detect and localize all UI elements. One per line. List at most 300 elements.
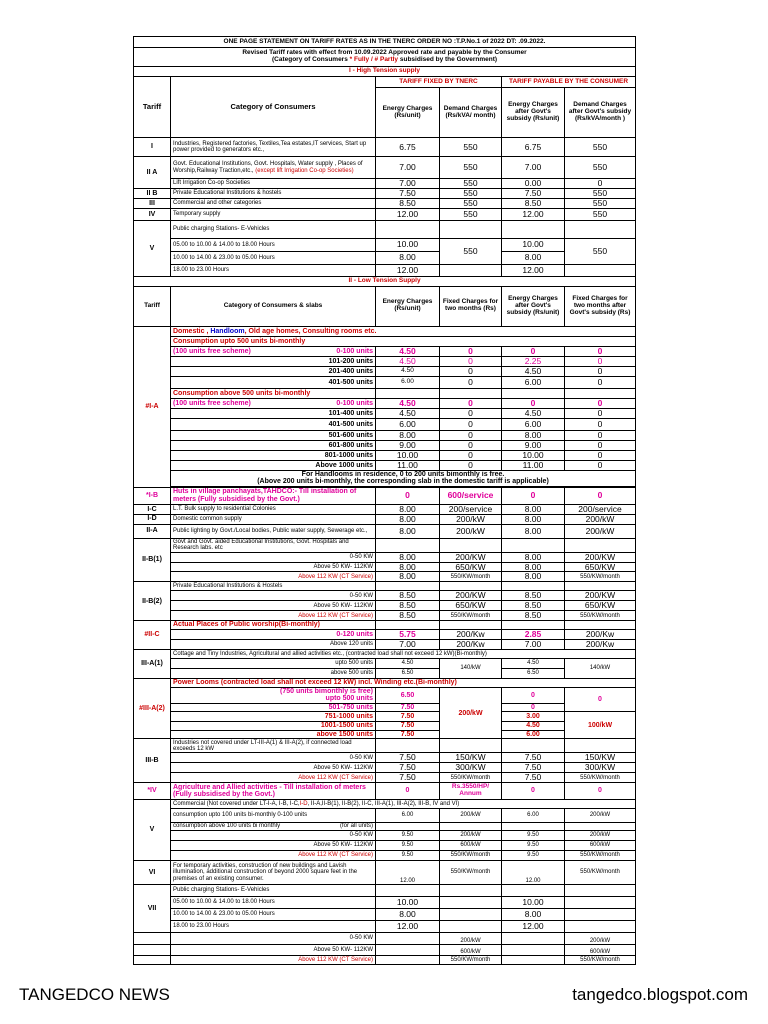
lt-row-vii-t3 (134, 921, 636, 933)
lt-energy-sub: 9.50 (502, 851, 565, 861)
ht-energy-sub: 7.00 (502, 157, 565, 179)
ht-demand: 550 (440, 208, 502, 220)
lt-energy: 8.50 (376, 591, 440, 601)
lt-slab: 501-600 units (171, 430, 376, 440)
lt-fixed-sub: 200/kW (565, 809, 636, 823)
lt-energy: 8.00 (376, 909, 440, 921)
lt-slab (171, 346, 376, 356)
lt-fixed-sub: 200/kW (565, 514, 636, 524)
lt-energy: 12.00 (376, 861, 440, 885)
lt-dom-note (134, 470, 636, 486)
lt-fixed: 0 (440, 366, 502, 376)
ht-demand: 550 (440, 138, 502, 157)
lt-slab: 1001-1500 units (171, 722, 376, 731)
lt-energy-sub: 0 (502, 346, 565, 356)
lt-fixed-sub: 550/KW/month (565, 851, 636, 861)
lt-fixed: 300/KW (440, 763, 502, 773)
lt-row-iic-slab (134, 630, 636, 640)
lt-fixed: 200/Kw (440, 640, 502, 650)
lt-fixed: 200/kW (440, 524, 502, 538)
lt-row-iiia2-slab (134, 687, 636, 703)
lt-fixed-sub: 600/kW (565, 945, 636, 956)
lt-fixed: 200/kW (440, 809, 502, 823)
lt-energy: 6.50 (376, 687, 440, 703)
lt-row-vii-t1 (134, 897, 636, 909)
lt-dom-title-a: Domestic , (173, 327, 211, 335)
ht-demand: 550 (440, 238, 502, 264)
lt-row-vii-slab (134, 933, 636, 945)
ht-code: II B (134, 188, 171, 198)
lt-v-r1-b: 0-100 units (277, 812, 308, 819)
lt-fixed: 200/kW (440, 687, 502, 738)
ht-category: Commercial and other categories (171, 198, 376, 208)
lt-dom-note-text (171, 470, 636, 486)
lt-category: For temporary activities, construction of new buildings and Lavish illumination, additional construction of beyond 2000 square feet in the premises of an existing consumer. (171, 861, 376, 885)
lt-fixed: 0 (440, 418, 502, 430)
lt-energy-sub: 10.00 (502, 897, 565, 909)
lt-energy: 6.50 (376, 668, 440, 678)
ht-row-v-head (134, 220, 636, 238)
lt-row-iiib-slab (134, 753, 636, 763)
lt-row-iib1-slab (134, 552, 636, 562)
lt-energy-sub: 2.85 (502, 630, 565, 640)
lt-slab: Above 50 KW- 112KW (171, 841, 376, 851)
lt-energy-sub: 11.00 (502, 460, 565, 470)
lt-row-iiia2 (134, 678, 636, 687)
lt-col-energy-sub: Energy Charges after Govt's subsidy (Rs/unit) (502, 286, 565, 326)
lt-row-vi (134, 861, 636, 885)
lt-slab: 0-50 KW (171, 591, 376, 601)
lt-energy: 0 (376, 487, 440, 504)
lt-slab: 0-50 KW (171, 831, 376, 841)
ht-code: IV (134, 208, 171, 220)
ht-category: Public charging Stations- E-Vehicles (171, 220, 376, 238)
lt-dom-above (134, 388, 636, 398)
title-line-1: ONE PAGE STATEMENT ON TARIFF RATES AS IN THE TNERC ORDER NO :T.P.No.1 of 2022 DT: .09.2022. (134, 37, 636, 48)
lt-energy: 8.00 (376, 552, 440, 562)
ht-demand-sub: 550 (565, 138, 636, 157)
lt-energy-sub: 6.00 (502, 418, 565, 430)
lt-code: VII (134, 885, 171, 933)
ht-demand: 550 (440, 198, 502, 208)
lt-energy: 11.00 (376, 460, 440, 470)
lt-dom-s2-row (134, 450, 636, 460)
lt-category: Cottage and Tiny Industries, Agricultural and allied activities etc., (contracted load shall not exceed 12 kW)(Bi-monthly) (171, 649, 636, 658)
ht-row-v-t2 (134, 251, 636, 264)
lt-row-v (134, 800, 636, 809)
lt-energy: 7.50 (376, 731, 440, 739)
lt-dom-s1-row (134, 346, 636, 356)
lt-slab-label: 0-100 units (336, 347, 373, 355)
lt-energy-sub: 4.50 (502, 408, 565, 418)
lt-fixed-sub: 200/Kw (565, 640, 636, 650)
ht-energy: 8.00 (376, 251, 440, 264)
lt-energy-sub: 6.00 (502, 376, 565, 388)
lt-fixed-sub: 0 (565, 440, 636, 450)
lt-energy: 7.50 (376, 712, 440, 722)
lt-code: II-B(1) (134, 538, 171, 582)
lt-energy: 9.50 (376, 851, 440, 861)
lt-slab: 201-400 units (171, 366, 376, 376)
lt-energy: 7.50 (376, 773, 440, 783)
lt-slab-label: 0-100 units (336, 399, 373, 407)
subtitle-row (134, 48, 636, 67)
lt-energy: 8.00 (376, 430, 440, 440)
lt-fixed: 600/service (440, 487, 502, 504)
ht-code: V (134, 220, 171, 276)
lt-fixed: 550/KW/month (440, 851, 502, 861)
lt-slab: 0-50 KW (171, 933, 376, 945)
ht-category-text: Govt. Educational Institutions, Govt. Hospitals, Water supply , Places of Worship,Railway Traction,etc., (173, 161, 363, 174)
lt-fixed: 600/kW (440, 841, 502, 851)
lt-fixed: 0 (440, 376, 502, 388)
lt-fixed-sub: 100/kW (565, 712, 636, 739)
lt-energy: 4.50 (376, 346, 440, 356)
lt-energy-sub: 8.00 (502, 504, 565, 514)
lt-row-iib1-slab (134, 572, 636, 582)
ht-energy: 10.00 (376, 238, 440, 251)
lt-slab: 401-500 units (171, 418, 376, 430)
ht-col-energy-sub: Energy Charges after Govt's subsidy (Rs/unit) (502, 88, 565, 138)
ht-energy: 12.00 (376, 264, 440, 276)
lt-code: *IV (134, 783, 171, 800)
lt-category: Actual Places of Public worship(Bi-monthly) (171, 621, 376, 630)
lt-fixed: 0 (440, 440, 502, 450)
lt-energy: 8.00 (376, 514, 440, 524)
ht-category: Temporary supply (171, 208, 376, 220)
ht-energy: 8.50 (376, 198, 440, 208)
lt-fixed-sub: 650/KW (565, 562, 636, 572)
lt-category: L.T. Bulk supply to residential Colonies (171, 504, 376, 514)
lt-fixed: 200/service (440, 504, 502, 514)
lt-fixed: 550/KW/month (440, 956, 502, 965)
ht-section-row (134, 67, 636, 77)
lt-row-v-slab (134, 851, 636, 861)
lt-fixed-sub: 0 (565, 408, 636, 418)
lt-fixed: 0 (440, 398, 502, 408)
lt-fixed-sub: 200/kW (565, 524, 636, 538)
subtitle (134, 48, 636, 67)
lt-slab: above 500 units (171, 668, 376, 678)
lt-row-iic (134, 621, 636, 630)
ht-row-v-t3 (134, 264, 636, 276)
lt-row-iv (134, 783, 636, 800)
lt-row-iiib-slab (134, 773, 636, 783)
tariff-table (133, 36, 636, 965)
lt-energy-sub: 8.00 (502, 430, 565, 440)
ht-row-v-t1 (134, 238, 636, 251)
lt-row-iiia2-slab (134, 712, 636, 722)
lt-energy-sub: 8.00 (502, 562, 565, 572)
lt-col-tariff: Tariff (134, 286, 171, 326)
lt-fixed: 200/kW (440, 831, 502, 841)
lt-fixed: Rs.3550/HP/ Annum (440, 783, 502, 800)
lt-energy: 6.00 (376, 809, 440, 823)
lt-dom-s1-row (134, 376, 636, 388)
lt-v-r2-b: (for all units) (339, 823, 373, 830)
lt-v-cat-a: Commercial (Not covered under LT-I-A, I-B, I-C, (173, 800, 300, 807)
ht-tariff-groups (134, 77, 636, 88)
lt-energy-sub: 9.50 (502, 841, 565, 851)
lt-energy-sub: 4.50 (502, 658, 565, 668)
lt-slab-label: upto 500 units (325, 695, 373, 703)
lt-fixed: 650/KW (440, 562, 502, 572)
ht-row-iii (134, 198, 636, 208)
lt-time-slot: 05.00 to 10.00 & 14.00 to 18.00 Hours (171, 897, 376, 909)
lt-energy: 7.50 (376, 763, 440, 773)
lt-fixed-sub: 550/KW/month (565, 611, 636, 621)
lt-energy: 0 (376, 783, 440, 800)
lt-fixed: 200/KW (440, 591, 502, 601)
lt-section-row (134, 276, 636, 286)
lt-fixed-sub: 0 (565, 346, 636, 356)
lt-slab: 751-1000 units (171, 712, 376, 722)
ht-col-demand: Demand Charges (Rs/kVA/ month) (440, 88, 502, 138)
lt-dom-note-1: For Handlooms in residence, 0 to 200 units bimonthly is free. (301, 470, 505, 478)
lt-code: VI (134, 861, 171, 885)
lt-code: I-D (134, 514, 171, 524)
lt-energy-sub: 9.50 (502, 831, 565, 841)
lt-energy-sub: 0 (502, 783, 565, 800)
lt-row-iiib-slab (134, 763, 636, 773)
lt-energy-sub: 8.00 (502, 572, 565, 582)
subtitle-line-3c: subsidised by the Government) (398, 56, 498, 63)
ht-energy: 6.75 (376, 138, 440, 157)
subtitle-line-2: Revised Tariff rates with effect from 10.09.2022 Approved rate and payable by the Consumer (242, 49, 527, 57)
lt-fixed: 550/KW/month (440, 572, 502, 582)
lt-fixed-sub-free: 0 (565, 687, 636, 711)
lt-category: Public charging Stations- E-Vehicles (171, 885, 376, 897)
lt-fixed: 550/KW/month (440, 773, 502, 783)
lt-row-iib2 (134, 582, 636, 591)
lt-fixed-sub: 0 (565, 450, 636, 460)
ht-time-slot: 05.00 to 10.00 & 14.00 to 18.00 Hours (171, 238, 376, 251)
lt-energy-sub: 8.50 (502, 591, 565, 601)
lt-fixed-sub: 0 (565, 460, 636, 470)
lt-fixed: 200/kW (440, 933, 502, 945)
lt-row-iiib (134, 739, 636, 753)
lt-row-iiia2-slab (134, 722, 636, 731)
subtitle-line-3a: (Category of Consumers (271, 56, 350, 63)
lt-fixed-sub: 0 (565, 430, 636, 440)
lt-dom-title-text (171, 326, 636, 336)
lt-energy-sub: 6.00 (502, 731, 565, 739)
lt-slab: Above 112 KW (CT Service) (171, 773, 376, 783)
lt-energy-sub: 0 (502, 487, 565, 504)
lt-v-r1-a: consumption upto 100 units bi-monthly (173, 812, 276, 819)
ht-energy: 7.00 (376, 179, 440, 189)
ht-demand: 550 (440, 179, 502, 189)
lt-energy: 7.00 (376, 640, 440, 650)
lt-energy-sub: 7.50 (502, 753, 565, 763)
lt-slab: 0-120 units (171, 630, 376, 640)
lt-slab (171, 823, 376, 831)
lt-row-iiia1-slab (134, 668, 636, 678)
lt-energy: 7.50 (376, 703, 440, 711)
lt-energy: 4.50 (376, 408, 440, 418)
lt-energy: 12.00 (376, 921, 440, 933)
ht-category-note: (except lift Irrigation Co-op Societies) (255, 167, 354, 174)
lt-energy-sub: 8.00 (502, 524, 565, 538)
lt-fixed-sub: 550/KW/month (565, 572, 636, 582)
lt-row-iiia1-slab (134, 658, 636, 668)
lt-v-r2-a: consumption above 100 units bi monthly (173, 823, 281, 830)
lt-row-iiia1 (134, 649, 636, 658)
lt-energy: 9.00 (376, 440, 440, 450)
lt-fixed-sub: 300/KW (565, 763, 636, 773)
lt-category: Agriculture and Allied activities - Till installation of meters (Fully subsidised by the Govt.) (171, 783, 376, 800)
lt-energy: 6.00 (376, 376, 440, 388)
lt-fixed-sub: 150/KW (565, 753, 636, 763)
ht-energy-sub: 0.00 (502, 179, 565, 189)
lt-fixed-sub: 0 (565, 418, 636, 430)
lt-slab: Above 112 KW (CT Service) (171, 572, 376, 582)
lt-row-vii-t2 (134, 909, 636, 921)
ht-col-energy: Energy Charges (Rs/unit) (376, 88, 440, 138)
lt-v-cat-c: , II-A,II-B(1), II-B(2), II-C, III-A(1), III-A(2), III-B, IV and VI) (307, 800, 460, 807)
lt-energy: 4.50 (376, 398, 440, 408)
lt-row-iib1-slab (134, 562, 636, 572)
lt-slab: 0-50 KW (171, 552, 376, 562)
lt-energy: 8.00 (376, 572, 440, 582)
lt-row-iib2-slab (134, 611, 636, 621)
lt-fixed: 140/kW (440, 658, 502, 678)
footer-website-link[interactable]: tangedco.blogspot.com (572, 985, 748, 1004)
lt-code: I-C (134, 504, 171, 514)
ht-energy-sub: 12.00 (502, 208, 565, 220)
lt-slab: Above 112 KW (CT Service) (171, 851, 376, 861)
lt-energy: 8.50 (376, 611, 440, 621)
ht-category: Private Educational Institutions & hostels (171, 188, 376, 198)
lt-dom-s2-row (134, 408, 636, 418)
lt-free-scheme: (750 units bimonthly is free) (280, 687, 373, 695)
lt-fixed-sub: 0 (565, 487, 636, 504)
lt-col-energy: Energy Charges (Rs/unit) (376, 286, 440, 326)
lt-time-slot: 10.00 to 14.00 & 23.00 to 05.00 Hours (171, 909, 376, 921)
lt-fixed: 0 (440, 430, 502, 440)
ht-energy: 7.50 (376, 188, 440, 198)
lt-col-fixed: Fixed Charges for two months (Rs) (440, 286, 502, 326)
lt-fixed: 150/KW (440, 753, 502, 763)
ht-energy: 7.00 (376, 157, 440, 179)
lt-fixed: 0 (440, 408, 502, 418)
ht-category: Industries, Registered factories, Textiles,Tea estates,IT services, Start up power provided to generators etc., (171, 138, 376, 157)
lt-energy: 8.00 (376, 562, 440, 572)
lt-slab: 0-50 KW (171, 753, 376, 763)
lt-fixed-sub: 650/KW (565, 601, 636, 611)
lt-code: #I-A (134, 326, 171, 487)
lt-energy-sub: 7.00 (502, 640, 565, 650)
lt-energy-sub: 3.00 (502, 712, 565, 722)
ht-tariff-fixed: TARIFF FIXED BY TNERC (376, 77, 502, 88)
ht-code: III (134, 198, 171, 208)
lt-fixed: 600/kW (440, 945, 502, 956)
lt-slab: Above 50 KW- 112KW (171, 601, 376, 611)
lt-col-headers (134, 286, 636, 326)
lt-energy: 8.50 (376, 601, 440, 611)
lt-dom-s1-row (134, 366, 636, 376)
ht-demand: 550 (440, 188, 502, 198)
lt-col-fixed-sub: Fixed Charges for two months after Govt's subsidy (Rs) (565, 286, 636, 326)
lt-energy: 9.50 (376, 831, 440, 841)
lt-slab: Above 50 KW- 112KW (171, 562, 376, 572)
lt-slab: upto 500 units (171, 658, 376, 668)
lt-fixed: 200/kW (440, 514, 502, 524)
lt-slab: Above 1000 units (171, 460, 376, 470)
ht-category (171, 157, 376, 179)
lt-category: Industries not covered under LT-III-A(1) & III-A(2), if connected load exceeds 12 kW (171, 739, 376, 753)
lt-energy: 4.50 (376, 356, 440, 366)
lt-slab: 801-1000 units (171, 450, 376, 460)
lt-fixed: 550/KW/month (440, 861, 502, 885)
ht-energy-sub: 8.50 (502, 198, 565, 208)
lt-code: III-A(1) (134, 649, 171, 678)
lt-fixed-sub: 200/Kw (565, 630, 636, 640)
ht-energy-sub: 10.00 (502, 238, 565, 251)
lt-fixed: 0 (440, 460, 502, 470)
ht-section-title: I - High Tension supply (134, 67, 636, 77)
ht-row-iv (134, 208, 636, 220)
lt-section-title: II - Low Tension Supply (134, 276, 636, 286)
lt-energy-sub: 8.00 (502, 514, 565, 524)
lt-row-iib2-slab (134, 591, 636, 601)
lt-energy-sub: 0 (502, 687, 565, 703)
ht-demand-sub: 550 (565, 208, 636, 220)
lt-energy: 4.50 (376, 366, 440, 376)
lt-energy-sub: 6.50 (502, 668, 565, 678)
lt-energy: 7.50 (376, 753, 440, 763)
ht-tariff-payable: TARIFF PAYABLE BY THE CONSUMER (502, 77, 636, 88)
lt-energy: 10.00 (376, 450, 440, 460)
lt-slab: 601-800 units (171, 440, 376, 450)
ht-demand-sub: 550 (565, 188, 636, 198)
lt-dom-title-c: , Old age homes, Consulting rooms etc. (244, 327, 377, 335)
lt-slab: 101-400 units (171, 408, 376, 418)
lt-energy-sub: 12.00 (502, 921, 565, 933)
lt-energy-sub: 4.50 (502, 722, 565, 731)
lt-energy: 4.50 (376, 658, 440, 668)
lt-energy: 8.00 (376, 504, 440, 514)
ht-energy: 12.00 (376, 208, 440, 220)
lt-slab: 101-200 units (171, 356, 376, 366)
ht-category: Lift Irrigation Co-op Societies (171, 179, 376, 189)
lt-category (171, 800, 636, 809)
ht-code: II A (134, 157, 171, 189)
lt-row-iib2-slab (134, 601, 636, 611)
ht-demand-sub: 550 (565, 157, 636, 179)
lt-dom-s2-row (134, 430, 636, 440)
lt-slab: above 1500 units (171, 731, 376, 739)
ht-col-tariff: Tariff (134, 77, 171, 138)
lt-energy-sub: 0 (502, 703, 565, 711)
lt-row-ib (134, 487, 636, 504)
lt-fixed: 200/KW (440, 552, 502, 562)
lt-row-ic (134, 504, 636, 514)
ht-demand-sub: 550 (565, 198, 636, 208)
lt-slab (171, 398, 376, 408)
lt-fixed-sub: 0 (565, 783, 636, 800)
lt-dom-above-text: Consumption above 500 units bi-monthly (171, 388, 376, 398)
lt-row-iib1 (134, 538, 636, 552)
ht-time-slot: 18.00 to 23.00 Hours (171, 264, 376, 276)
lt-time-slot: 18.00 to 23.00 Hours (171, 921, 376, 933)
lt-fixed-sub: 200/KW (565, 591, 636, 601)
lt-dom-title-b: Handloom (210, 327, 245, 335)
lt-code: *I-B (134, 487, 171, 504)
lt-code: II-A (134, 524, 171, 538)
ht-code: I (134, 138, 171, 157)
ht-col-category: Category of Consumers (171, 77, 376, 138)
